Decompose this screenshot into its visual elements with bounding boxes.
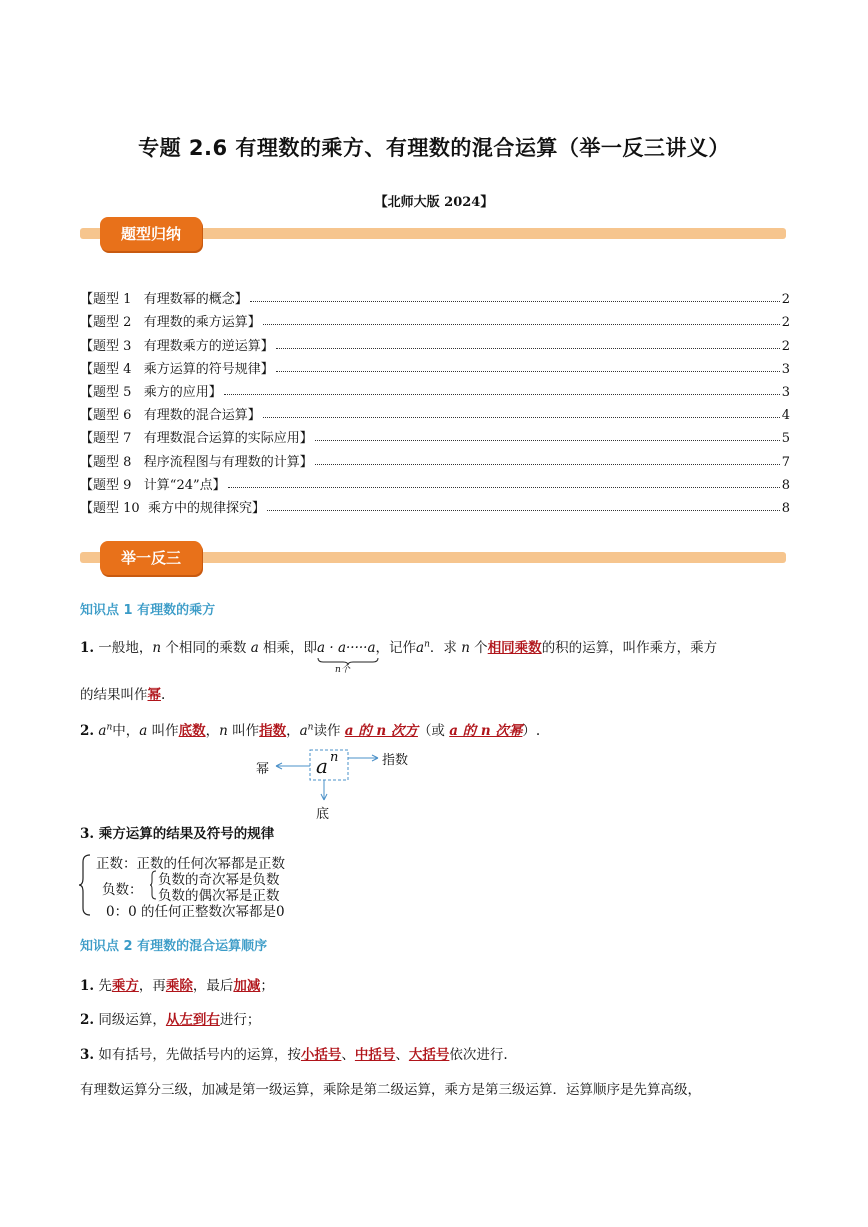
text: 依次进行. — [449, 1047, 508, 1063]
toc-leader-dots — [263, 324, 780, 325]
negative-odd-rule: 负数的奇次幂是负数 — [158, 872, 280, 888]
text: 乘方运算的结果及符号的规律 — [94, 826, 275, 842]
page-title: 专题 2.6 有理数的乘方、有理数的混合运算（举一反三讲义） — [138, 136, 730, 160]
var: n — [152, 640, 162, 656]
text: ； — [260, 978, 274, 994]
toc-item-page: 5 — [781, 431, 790, 447]
section-banner-examples — [80, 541, 786, 575]
text: 中， — [112, 723, 140, 739]
power-diagram — [254, 748, 424, 820]
brace-label: n个 — [335, 665, 350, 675]
text: 一般地， — [94, 640, 153, 656]
table-of-contents — [80, 284, 790, 516]
toc-item-label: 【题型 3 有理数乘方的逆运算】 — [80, 338, 274, 354]
text: ，记作 — [375, 640, 417, 656]
var: n — [219, 723, 228, 739]
diagram-exponent-symbol: n — [330, 750, 339, 765]
toc-leader-dots — [267, 510, 780, 511]
text: 读作 — [313, 723, 345, 739]
toc-item-page: 7 — [781, 454, 790, 470]
answer-highlight: 小括号 — [300, 1047, 342, 1063]
toc-item-page: 4 — [781, 408, 790, 424]
var: a — [139, 723, 148, 739]
text: ．求 — [429, 640, 462, 656]
zero-rule: 0：0 的任何正整数次幂都是0 — [106, 904, 285, 920]
section-title: 题型归纳 — [100, 217, 202, 251]
sign-rules-block — [78, 852, 398, 918]
negative-label: 负数： — [102, 882, 143, 898]
toc-item-page: 2 — [781, 315, 790, 331]
inner-brace-icon — [149, 870, 157, 900]
section-title: 举一反三 — [100, 541, 202, 575]
diagram-label-power: 幂 — [256, 762, 270, 777]
kp1-paragraph-1 — [80, 636, 718, 675]
text: 的结果叫作 — [80, 687, 148, 703]
power-exponent: n — [106, 722, 113, 733]
toc-item[interactable] — [80, 423, 790, 446]
text: ， — [286, 723, 300, 739]
toc-item[interactable] — [80, 446, 790, 469]
toc-item-page: 2 — [781, 338, 790, 354]
text: . — [161, 687, 166, 703]
item-number: 1. — [80, 978, 95, 994]
text: 先 — [94, 978, 112, 994]
product-with-brace — [317, 640, 376, 675]
item-number: 1. — [80, 640, 95, 656]
answer-highlight: 指数 — [259, 723, 287, 739]
answer-highlight: 加减 — [233, 978, 261, 994]
answer-highlight: 底数 — [178, 723, 206, 739]
var: n — [461, 640, 470, 656]
text: 、 — [395, 1047, 409, 1063]
var: a — [250, 640, 259, 656]
toc-item[interactable] — [80, 354, 790, 377]
toc-leader-dots — [276, 371, 780, 372]
power-base: a — [416, 640, 425, 656]
item-number: 2. — [80, 723, 95, 739]
item-number: 3. — [80, 826, 95, 842]
toc-leader-dots — [263, 417, 780, 418]
section-banner-types — [80, 217, 786, 251]
text: 个相同的乘数 — [161, 640, 251, 656]
kp2-rule-4: 有理数运算分三级，加减是第一级运算，乘除是第二级运算，乘方是第三级运算．运算顺序是先算高级， — [80, 1082, 701, 1098]
text: 相乘，即 — [258, 640, 318, 656]
answer-highlight: 幂 — [147, 687, 161, 703]
negative-even-rule: 负数的偶次幂是正数 — [158, 888, 280, 904]
toc-item-label: 【题型 6 有理数的混合运算】 — [80, 408, 261, 424]
text: （或 — [417, 723, 450, 739]
power-exponent: n — [307, 722, 314, 733]
answer-highlight: a 的 n 次方 — [344, 723, 418, 739]
text: ）. — [522, 723, 541, 739]
power-base: a — [98, 723, 107, 739]
toc-item-page: 2 — [781, 292, 790, 308]
text: ，再 — [138, 978, 166, 994]
toc-leader-dots — [315, 464, 780, 465]
power-exponent: n — [424, 639, 430, 650]
toc-item-page: 8 — [781, 477, 790, 493]
toc-item-label: 【题型 1 有理数幂的概念】 — [80, 292, 248, 308]
diagram-label-base: 底 — [316, 807, 330, 822]
toc-leader-dots — [250, 301, 780, 302]
answer-highlight: 大括号 — [408, 1047, 450, 1063]
text: 进行； — [219, 1012, 261, 1028]
toc-item-page: 8 — [781, 500, 790, 516]
answer-highlight: a 的 n 次幂 — [449, 723, 523, 739]
toc-item-label: 【题型 7 有理数混合运算的实际应用】 — [80, 431, 313, 447]
kp1-paragraph-3 — [80, 822, 274, 842]
product-expression: a · a·····a — [317, 640, 376, 656]
toc-item-page: 3 — [781, 361, 790, 377]
left-brace-icon — [78, 854, 92, 916]
toc-item[interactable] — [80, 470, 790, 493]
toc-item-label: 【题型 10 乘方中的规律探究】 — [80, 500, 265, 516]
text: ， — [205, 723, 220, 739]
toc-leader-dots — [315, 440, 780, 441]
text: 叫作 — [227, 723, 260, 739]
toc-item-label: 【题型 8 程序流程图与有理数的计算】 — [80, 454, 313, 470]
answer-highlight: 乘除 — [165, 978, 193, 994]
toc-item-label: 【题型 2 有理数的乘方运算】 — [80, 315, 261, 331]
kp1-paragraph-1-cont — [80, 683, 165, 703]
toc-item[interactable] — [80, 400, 790, 423]
text: 的积的运算，叫作乘方，乘方 — [541, 640, 718, 656]
answer-highlight: 相同乘数 — [487, 640, 542, 656]
kp2-rule-3 — [80, 1043, 508, 1063]
toc-item[interactable] — [80, 377, 790, 400]
toc-item-label: 【题型 9 计算“24”点】 — [80, 477, 226, 493]
answer-highlight: 中括号 — [354, 1047, 396, 1063]
diagram-base-symbol: a — [316, 754, 328, 778]
toc-item-label: 【题型 4 乘方运算的符号规律】 — [80, 361, 274, 377]
text: 同级运算， — [94, 1012, 166, 1028]
edition-label: 【北师大版 2024】 — [374, 195, 494, 210]
knowledge-point-2-title: 知识点 2 有理数的混合运算顺序 — [80, 939, 268, 954]
text: 叫作 — [147, 723, 179, 739]
toc-item[interactable] — [80, 284, 790, 307]
answer-highlight: 乘方 — [111, 978, 139, 994]
toc-leader-dots — [228, 487, 780, 488]
kp2-rule-1 — [80, 974, 274, 994]
item-number: 3. — [80, 1047, 95, 1063]
kp1-paragraph-2 — [80, 719, 540, 739]
toc-item[interactable] — [80, 307, 790, 330]
toc-item-page: 3 — [781, 384, 790, 400]
diagram-label-exponent: 指数 — [382, 753, 409, 768]
positive-rule: 正数：正数的任何次幂都是正数 — [96, 856, 285, 872]
text: 个 — [469, 640, 488, 656]
knowledge-point-1-title: 知识点 1 有理数的乘方 — [80, 603, 216, 618]
text: 、 — [341, 1047, 355, 1063]
toc-item[interactable] — [80, 493, 790, 516]
toc-leader-dots — [276, 348, 780, 349]
kp2-rule-2 — [80, 1008, 260, 1028]
text: ，最后 — [192, 978, 234, 994]
text: 如有括号，先做括号内的运算，按 — [94, 1047, 301, 1063]
toc-item[interactable] — [80, 330, 790, 353]
toc-leader-dots — [224, 394, 780, 395]
item-number: 2. — [80, 1012, 95, 1028]
answer-highlight: 从左到右 — [165, 1012, 220, 1028]
toc-item-label: 【题型 5 乘方的应用】 — [80, 384, 222, 400]
power-base: a — [299, 723, 308, 739]
